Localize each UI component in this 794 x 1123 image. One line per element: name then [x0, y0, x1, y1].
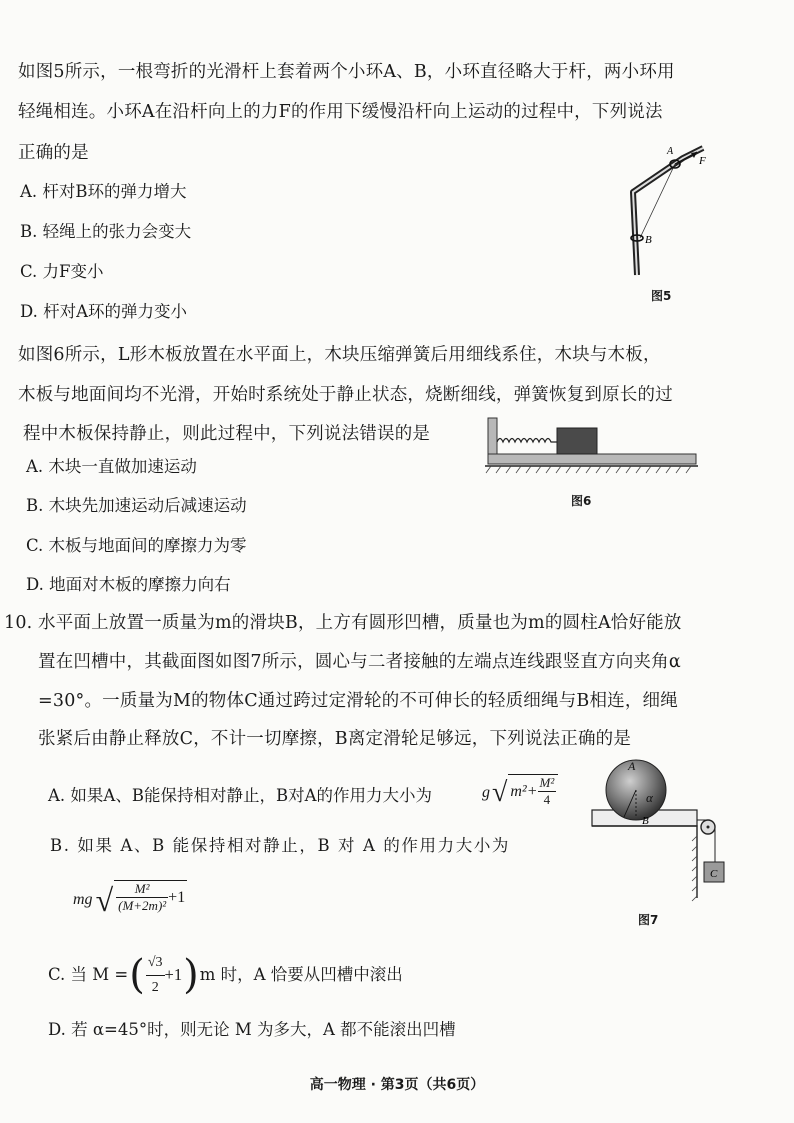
q10-option-b-formula: mg √ $\frac{\text{M²}}{\text{(M+2m)²}}$ +1 [73, 881, 186, 918]
label-b: B [642, 815, 649, 827]
option-c-suffix: m 时，A 恰要从凹槽中滚出 [199, 965, 403, 984]
formula-a-denominator: 4 [543, 792, 551, 807]
spring [497, 439, 557, 443]
label-a: A [628, 759, 636, 773]
bent-rod [633, 148, 703, 275]
option-c-prefix: C. 当 M = [48, 965, 129, 984]
option-c-denominator: 2 [151, 979, 159, 995]
formula-b-mg: mg [73, 891, 93, 908]
option-c-numerator: √3 [146, 951, 165, 976]
formula-a-g: g [482, 784, 490, 801]
q8-stem-line3: 正确的是 [18, 143, 89, 163]
page-footer: 高一物理 · 第3页（共6页） [309, 1077, 485, 1093]
q9-option-a: A. 木块一直做加速运动 [26, 457, 197, 476]
q10-option-d: D. 若 α=45°时，则无论 M 为多大，A 都不能滚出凹槽 [48, 1020, 456, 1039]
table-surface [592, 826, 697, 898]
q10-stem-line1: 水平面上放置一质量为m的滑块B，上方有圆形凹槽，质量也为m的圆柱A恰好能放 [38, 613, 682, 633]
label-b: B [645, 234, 652, 246]
q9-option-d: D. 地面对木板的摩擦力向右 [26, 575, 231, 594]
q9-option-b: B. 木块先加速运动后减速运动 [26, 496, 247, 515]
label-a: A [667, 146, 674, 157]
figure-7-caption: 图7 [638, 913, 659, 927]
q8-option-d: D. 杆对A环的弹力变小 [20, 302, 188, 321]
q10-option-a-formula: g √ m²+ $\frac{\text{M²}}{4}$ [482, 771, 558, 815]
q10-stem-line2: 置在凹槽中，其截面图如图7所示，圆心与二者接触的左端点连线跟竖直方向夹角α [38, 652, 681, 672]
figure-5-caption: 图5 [651, 289, 672, 303]
figure-6 [485, 418, 700, 483]
label-alpha: α [646, 790, 653, 805]
q10-option-a: A. 如果A、B能保持相对静止，B对A的作用力大小为 [48, 786, 432, 805]
q8-stem-line2: 轻绳相连。小环A在沿杆向上的力F的作用下缓慢沿杆向上运动的过程中，下列说法 [18, 102, 663, 122]
q8-option-a: A. 杆对B环的弹力增大 [20, 182, 187, 201]
figure-7 [592, 760, 742, 900]
q10-stem-line4: 张紧后由静止释放C，不计一切摩擦，B离定滑轮足够远，下列说法正确的是 [38, 729, 632, 749]
q8-option-b: B. 轻绳上的张力会变大 [20, 222, 192, 241]
q10-option-b: B. 如果 A、B 能保持相对静止，B 对 A 的作用力大小为 [50, 836, 511, 855]
q8-stem-line1: 如图5所示，一根弯折的光滑杆上套着两个小环A、B，小环直径略大于杆，两小环用 [18, 62, 675, 82]
q9-stem-line2: 木板与地面间均不光滑，开始时系统处于静止状态，烧断细线，弹簧恢复到原长的过 [18, 385, 673, 405]
q8-option-c: C. 力F变小 [20, 262, 104, 281]
formula-a-m2: m²+ [510, 782, 538, 800]
q10-option-c: C. 当 M = ( $\frac{√3}{2}$ +1 ) m 时，A 恰要从凹槽中滚出 [48, 952, 403, 998]
label-f: F [699, 155, 706, 167]
formula-b-plus-one: +1 [168, 888, 186, 906]
formula-b-numerator: M² [116, 881, 168, 898]
q9-stem-line3: 程中木板保持静止，则此过程中，下列说法错误的是 [23, 424, 431, 444]
figure-5 [615, 140, 725, 280]
q10-stem-line3: =30°。一质量为M的物体C通过跨过定滑轮的不可伸长的轻质细绳与B相连，细绳 [38, 691, 678, 711]
formula-b-denominator: (M+2m)² [118, 898, 167, 913]
wooden-block [557, 428, 597, 454]
label-c: C [710, 868, 718, 880]
option-c-plus-one: +1 [164, 965, 183, 984]
q9-option-c: C. 木板与地面间的摩擦力为零 [26, 536, 247, 555]
formula-a-numerator: M² [539, 775, 555, 790]
figure-6-caption: 图6 [571, 494, 592, 508]
q10-number: 10. [4, 613, 33, 633]
q9-stem-line1: 如图6所示，L形木板放置在水平面上，木块压缩弹簧后用细线系住，木块与木板， [18, 345, 661, 365]
